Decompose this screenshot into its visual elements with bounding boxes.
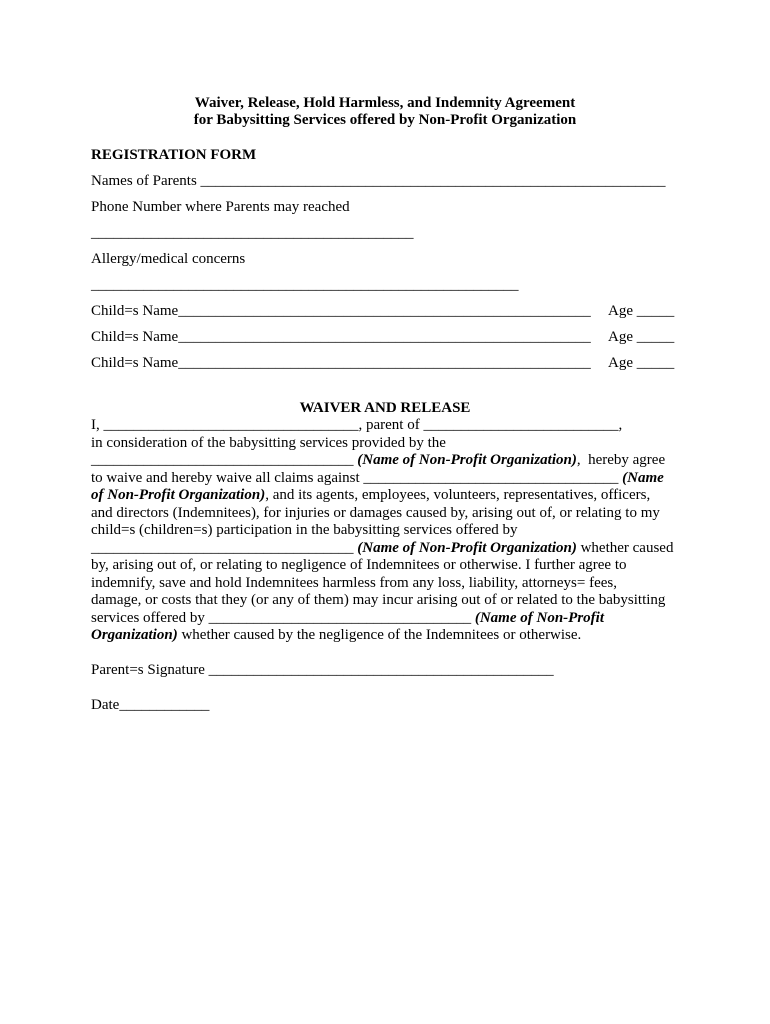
waiver-text-line [91, 592, 665, 609]
waiver-text-run: to waive and hereby waive all claims against __________________________________ [91, 469, 623, 486]
organization-name-placeholder: of Non-Profit Organization) [91, 487, 266, 503]
waiver-text-line [91, 470, 664, 487]
waiver-text-line [91, 522, 518, 539]
title-line-1: Waiver, Release, Hold Harmless, and Indemnity Agreement [194, 95, 576, 111]
child-age-field: Age _____ [608, 303, 675, 319]
waiver-text-line [91, 540, 673, 557]
phone-label: Phone Number where Parents may reached [91, 199, 350, 215]
phone-blank: ___________________________________________ [91, 225, 414, 241]
waiver-text-line [91, 610, 604, 627]
child-age-field: Age _____ [608, 329, 675, 345]
waiver-text-line [91, 627, 581, 644]
waiver-text-run: indemnify, save and hold Indemnitees harmless from any loss, liability, attorneys= fees, [91, 574, 617, 591]
date-field: Date____________ [91, 697, 210, 713]
waiver-text-line [91, 557, 627, 574]
organization-name-placeholder: (Name of Non-Profit [474, 609, 604, 626]
waiver-text-run: , hereby agree [576, 452, 666, 468]
allergy-blank: _________________________________________________________ [91, 277, 519, 293]
waiver-text-run: and directors (Indemnitees), for injuries or damages caused by, arising out of, or relating to my [91, 504, 660, 521]
waiver-text-run: services offered by ___________________________________ [91, 609, 475, 626]
waiver-text-line [91, 435, 446, 452]
organization-name-placeholder: (Name of Non-Profit Organization) [357, 452, 577, 468]
parents-names-field: Names of Parents ______________________________________________________________ [91, 173, 666, 189]
organization-name-placeholder: (Name of Non-Profit Organization) [357, 539, 577, 556]
waiver-heading: WAIVER AND RELEASE [299, 400, 471, 416]
parent-signature-field: Parent=s Signature ______________________________________________ [91, 662, 554, 678]
waiver-text-run: whether caused [576, 539, 674, 556]
organization-name-placeholder: (Name [622, 469, 664, 486]
child-name-field: Child=s Name_______________________________________________________ [91, 355, 591, 371]
waiver-text-run: ___________________________________ [91, 452, 358, 468]
child-name-field: Child=s Name_______________________________________________________ [91, 329, 591, 345]
child-age-field: Age _____ [608, 355, 675, 371]
waiver-text-line [91, 505, 660, 522]
waiver-text-run: in consideration of the babysitting services provided by the [91, 434, 446, 451]
waiver-text-line [91, 452, 665, 469]
waiver-text-line [91, 575, 617, 592]
waiver-text-run: whether caused by the negligence of the Indemnitees or otherwise. [177, 627, 582, 643]
waiver-text-run: damage, or costs that they (or any of them) may incur arising out of or related to the babysitting [91, 592, 666, 608]
waiver-text-line [91, 417, 622, 434]
allergy-label: Allergy/medical concerns [91, 251, 246, 267]
registration-heading: REGISTRATION FORM [91, 147, 257, 163]
waiver-text-run: child=s (children=s) participation in the babysitting services offered by [91, 522, 518, 538]
organization-name-placeholder: Organization) [91, 627, 178, 643]
title-line-2: for Babysitting Services offered by Non-Profit Organization [193, 112, 577, 128]
waiver-text-run: , and its agents, employees, volunteers, representatives, officers, [265, 487, 651, 503]
waiver-text-run: by, arising out of, or relating to negligence of Indemnitees or otherwise. I further agree to [91, 557, 627, 573]
waiver-text-run: I, __________________________________, parent of __________________________, [91, 417, 623, 433]
waiver-text-line [91, 487, 650, 504]
waiver-text-run: ___________________________________ [91, 539, 358, 556]
child-name-field: Child=s Name_______________________________________________________ [91, 303, 591, 319]
